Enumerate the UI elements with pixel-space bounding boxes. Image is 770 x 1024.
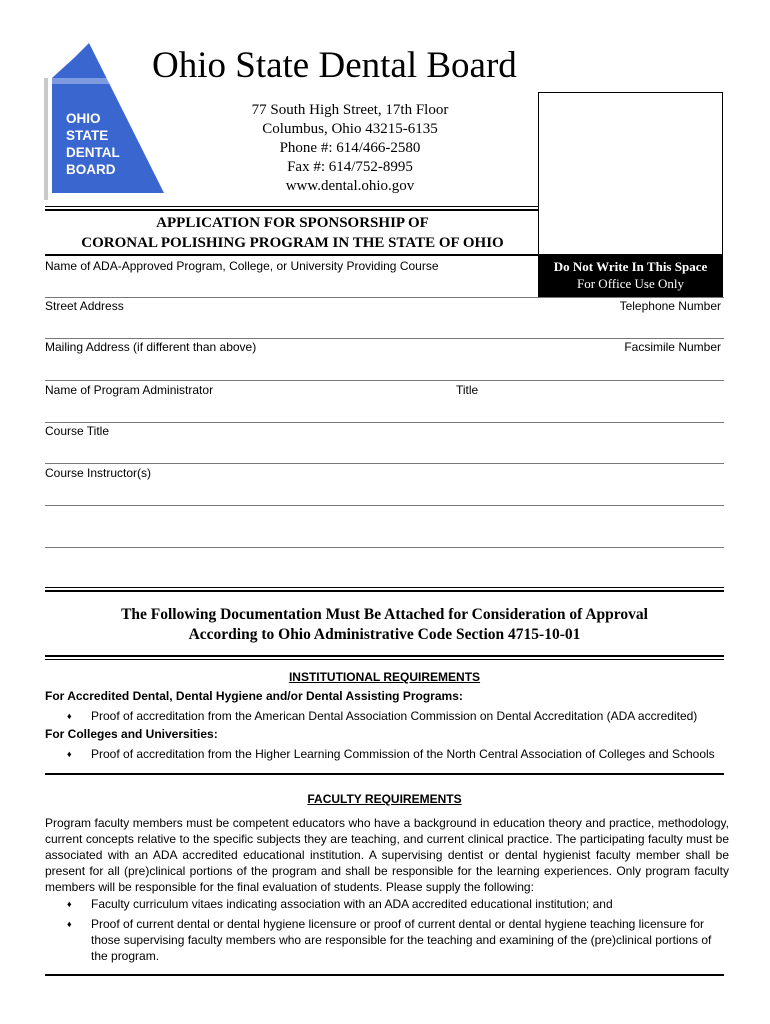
page-title: Ohio State Dental Board	[152, 45, 517, 86]
divider	[45, 974, 724, 976]
address-line-2: Columbus, Ohio 43215-6135	[262, 121, 438, 137]
telephone-label: Telephone Number	[619, 299, 721, 313]
divider	[45, 590, 724, 592]
program-administrator-label: Name of Program Administrator	[45, 383, 214, 397]
faculty-paragraph: Program faculty members must be competent educators who have a background in education theory and practice, methodology, current concepts relative to the specific subjects they are teaching, and current clinical practice. The participating faculty must be associated with an ADA accredited educational institution. A supervising dentist or dental hygienist faculty member shall be present for all (pre)clinical portions of the program and shall be responsible for the learning experiences. Only program faculty members will be responsible for the final evaluation of students. Please supply the following:	[45, 816, 729, 894]
course-instructors-field-2[interactable]	[45, 547, 724, 548]
colleges-label: For Colleges and Universities:	[45, 727, 218, 741]
facsimile-label: Facsimile Number	[624, 340, 721, 354]
title-label: Title	[456, 383, 479, 397]
divider	[45, 209, 538, 211]
application-title-line-1: APPLICATION FOR SPONSORSHIP OF	[156, 215, 429, 231]
mailing-address-field[interactable]	[45, 380, 724, 381]
documentation-heading-line-2: According to Ohio Administrative Code Section 4715-10-01	[188, 626, 581, 643]
institutional-requirements-heading: INSTITUTIONAL REQUIREMENTS	[288, 670, 481, 684]
divider	[45, 655, 724, 657]
colleges-item: Proof of accreditation from the Higher Learning Commission of the North Central Association of Colleges and Schools	[91, 747, 715, 761]
documentation-heading-line-1: The Following Documentation Must Be Attached for Consideration of Approval	[121, 606, 648, 623]
svg-text:BOARD: BOARD	[66, 162, 116, 177]
phone-number: Phone #: 614/466-2580	[279, 140, 421, 156]
svg-text:DENTAL: DENTAL	[66, 145, 120, 160]
divider	[45, 659, 724, 660]
bullet-icon: ♦	[67, 919, 72, 929]
street-address-field[interactable]	[45, 338, 724, 339]
course-title-label: Course Title	[45, 424, 110, 438]
office-use-title: Do Not Write In This Space	[553, 259, 708, 274]
website: www.dental.ohio.gov	[285, 178, 415, 194]
street-address-label: Street Address	[45, 299, 124, 313]
accredited-programs-label: For Accredited Dental, Dental Hygiene and/or Dental Assisting Programs:	[45, 689, 463, 703]
faculty-requirements-heading: FACULTY REQUIREMENTS	[307, 792, 462, 806]
faculty-item-2: Proof of current dental or dental hygiene licensure or proof of current dental or dental hygiene teaching licensure for those supervising faculty members who are responsible for the teaching and examining of the (pre)clinical portions of the program.	[91, 917, 712, 963]
svg-text:OHIO: OHIO	[66, 111, 101, 126]
course-instructors-label: Course Instructor(s)	[45, 466, 152, 480]
divider	[45, 587, 724, 588]
office-use-label	[538, 254, 723, 297]
bullet-icon: ♦	[67, 899, 72, 909]
mailing-address-label: Mailing Address (if different than above)	[45, 340, 257, 354]
course-instructors-field[interactable]	[45, 505, 724, 506]
address-line-1: 77 South High Street, 17th Floor	[251, 102, 449, 118]
program-name-label: Name of ADA-Approved Program, College, or University Providing Course	[45, 259, 439, 273]
program-administrator-field[interactable]	[45, 422, 724, 423]
office-use-subtitle: For Office Use Only	[577, 276, 684, 291]
divider	[45, 206, 538, 207]
svg-text:STATE: STATE	[66, 128, 109, 143]
course-title-field[interactable]	[45, 463, 724, 464]
bullet-icon: ♦	[67, 711, 72, 721]
fax-number: Fax #: 614/752-8995	[287, 159, 413, 175]
divider	[45, 773, 724, 775]
divider	[45, 254, 538, 256]
faculty-item-1: Faculty curriculum vitaes indicating association with an ADA accredited educational institution; and	[91, 897, 613, 911]
accreditation-item: Proof of accreditation from the American Dental Association Commission on Dental Accreditation (ADA accredited)	[91, 709, 698, 723]
application-title-line-2: CORONAL POLISHING PROGRAM IN THE STATE OF OHIO	[81, 235, 504, 251]
program-name-field[interactable]	[45, 297, 724, 298]
bullet-icon: ♦	[67, 749, 72, 759]
